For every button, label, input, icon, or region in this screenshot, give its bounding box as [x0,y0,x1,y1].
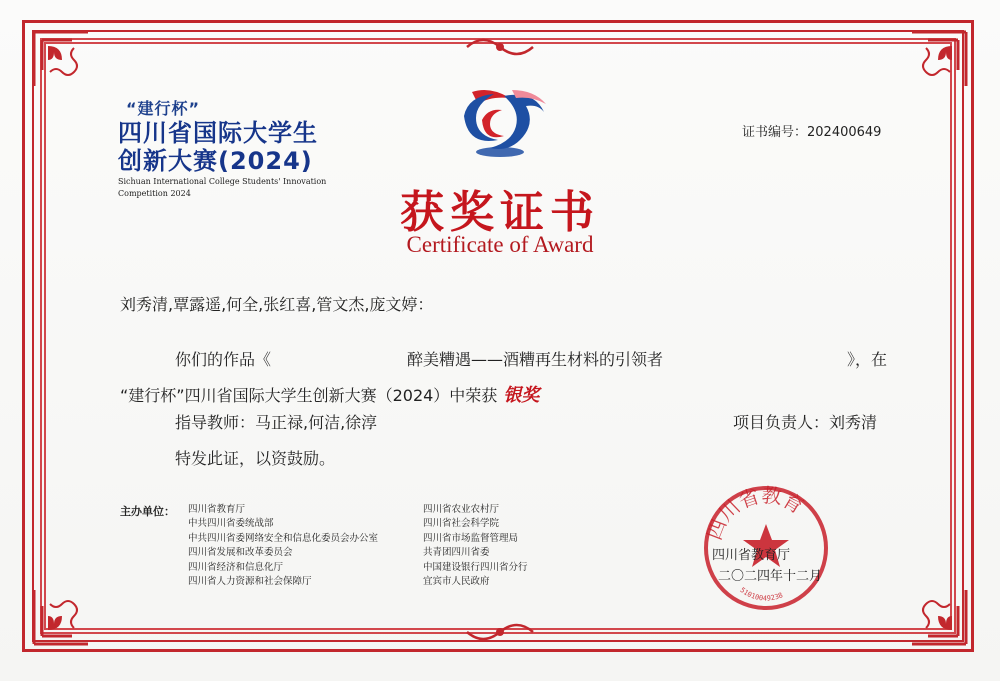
work-line-prefix: 你们的作品《 [175,350,272,369]
organizer-item: 中共四川省委统战部 [188,518,274,530]
competition-english-line1: Sichuan International College Students' Innovation [118,177,327,186]
issue-date: 二〇二四年十二月 [718,569,823,584]
organizer-item: 中共四川省委网络安全和信息化委员会办公室 [188,532,379,544]
award-line [120,381,539,407]
corner-ornament-icon [902,580,972,650]
competition-english-line2: Competition 2024 [118,189,191,198]
corner-ornament-icon [28,26,98,96]
organizer-item: 宜宾市人民政府 [423,576,490,588]
competition-title-line2: 创新大赛(2024) [118,147,313,175]
recipient-names: 刘秀清,覃露遥,何全,张红喜,管文杰,庞文婷： [120,295,434,314]
organizer-item: 四川省人力资源和社会保障厅 [188,576,312,588]
certificate-number: 证书编号：202400649 [742,125,882,140]
organizer-item: 四川省市场监督管理局 [423,532,519,544]
award-line-text: “建行杯”四川省国际大学生创新大赛（2024）中荣获 [120,386,498,405]
organizers-label: 主办单位： [120,505,175,518]
corner-ornament-icon [28,580,98,650]
organizers-column-1 [188,503,378,589]
organizer-item: 四川省社会科学院 [423,518,500,530]
organizer-item: 四川省农业农村厅 [423,504,500,515]
organizer-item: 共青团四川省委 [423,547,490,559]
instructors: 指导教师：马正禄,何洁,徐淳 [175,413,378,432]
certificate-title-english: Certificate of Award [406,232,594,257]
organizer-item: 四川省发展和改革委员会 [188,547,293,559]
corner-ornament-icon [902,26,972,96]
competition-cup-name: “建行杯” [126,99,201,118]
work-line-suffix: 》，在 [846,350,887,369]
seal-code: 51010049238 [738,586,785,603]
work-title: 醉美糟遇——酒糟再生材料的引领者 [407,350,664,369]
organizers-column-2 [423,503,528,589]
competition-title-line1: 四川省国际大学生 [118,119,318,147]
closing-statement: 特发此证，以资鼓励。 [175,449,336,468]
svg-text:51010049238 [738,586,784,603]
competition-logo-icon [452,86,550,166]
top-center-ornament-icon [465,36,535,58]
award-level: 银奖 [503,385,540,406]
seal-issuer: 四川省教育厅 [712,548,791,563]
project-leader: 项目负责人：刘秀清 [733,413,878,432]
seal-arc-text: 四川省教育 [701,482,809,544]
certificate-title: 获奖证书 [400,187,600,238]
bottom-center-ornament-icon [465,621,535,643]
organizer-item: 四川省经济和信息化厅 [188,561,284,573]
organizer-item: 中国建设银行四川省分行 [423,561,528,573]
organizer-item: 四川省教育厅 [188,504,246,515]
